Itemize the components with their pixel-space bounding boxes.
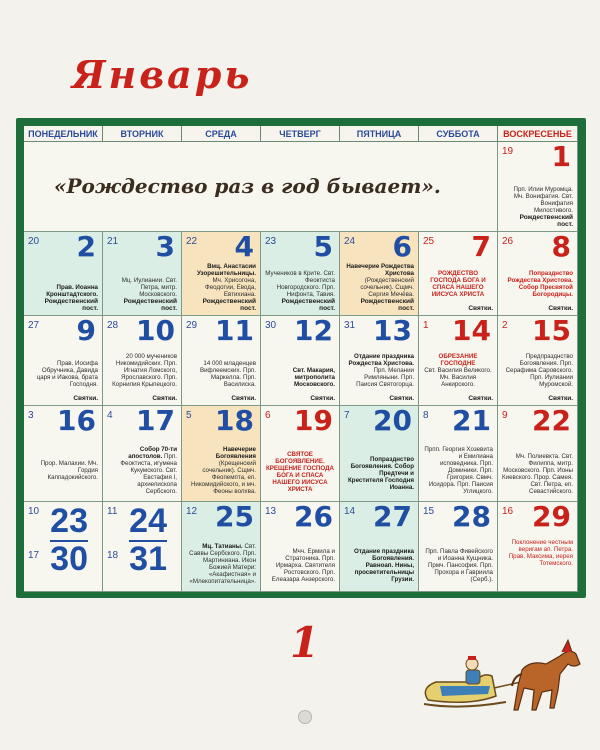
- day-cell-25[interactable]: [182, 502, 261, 592]
- day-number: 6: [392, 232, 412, 263]
- old-style-date: 21: [107, 236, 119, 247]
- day-number: 30: [50, 540, 88, 578]
- old-style-date: 26: [502, 236, 514, 247]
- old-style-date: 8: [423, 410, 429, 421]
- horse-sleigh-illustration: [410, 630, 590, 722]
- day-note: Прав. Иосифа Обручника, Давида царя и Иакова, брата Господня.: [36, 360, 98, 388]
- saints-list: (Рождественский сочельник). Сщмч. Сергия Мечёва.: [360, 277, 414, 298]
- old-style-date: 17: [28, 550, 40, 561]
- day-note: Предпразднство Богоявления. Прп. Серафима Саровского. Прп. Иулиании Муромской.: [505, 353, 573, 388]
- day-note: [423, 353, 493, 388]
- old-style-date: 18: [107, 550, 119, 561]
- day-cell-8[interactable]: [498, 232, 578, 316]
- old-style-date: 10: [28, 506, 40, 517]
- day-number: 24: [129, 502, 167, 540]
- fast-label: Рождественский пост.: [519, 214, 573, 228]
- fast-label: Рождественский пост.: [360, 298, 414, 312]
- fast-label: Святки.: [73, 395, 98, 402]
- old-style-date: 11: [107, 506, 118, 517]
- day-cell-16[interactable]: [24, 406, 103, 502]
- day-note: [28, 284, 98, 298]
- day-cell-14[interactable]: [419, 316, 498, 406]
- old-style-date: 23: [265, 236, 277, 247]
- day-note: [186, 446, 256, 495]
- day-number: 3: [155, 232, 175, 263]
- great-feast-name: РОЖДЕСТВО ГОСПОДА БОГА И СПАСА НАШЕГО ИИСУСА ХРИСТА: [430, 270, 486, 298]
- weekday-header: ВТОРНИК: [103, 126, 182, 142]
- old-style-date: 16: [502, 506, 514, 517]
- fast-label: Святки.: [310, 395, 335, 402]
- day-note: Прп. Павла Фивейского и Иоанна Кущника. Прмч. Пансофия. Прп. Прохора и Гавриила (Серб.).: [425, 548, 493, 583]
- hanging-hole: [298, 710, 312, 724]
- day-cell-13[interactable]: [340, 316, 419, 406]
- day-note: Мц. Иулиании. Свт. Петра, митр. Московского.: [121, 277, 177, 298]
- day-note: Поклонение честным веригам ап. Петра. Прав. Максима, иерея Тотемского.: [508, 539, 573, 567]
- weekday-header: ПЯТНИЦА: [340, 126, 419, 142]
- day-number: 29: [532, 502, 571, 533]
- fast-label: Рождественский пост.: [44, 298, 98, 312]
- old-style-date: 3: [28, 410, 34, 421]
- day-cell-7[interactable]: [419, 232, 498, 316]
- day-cell-12[interactable]: [261, 316, 340, 406]
- feast-name: Прав. Иоанна Кронштадтского.: [46, 284, 98, 298]
- day-number: 11: [215, 316, 254, 347]
- fast-label: Святки.: [468, 305, 493, 312]
- old-style-date: 7: [344, 410, 350, 421]
- old-style-date: 28: [107, 320, 119, 331]
- old-style-date: 14: [344, 506, 356, 517]
- old-style-date: 15: [423, 506, 435, 517]
- day-number: 31: [129, 540, 167, 578]
- day-note: Прп. Илии Муромца. Мч. Вонифатия. Свт. Вонифатия Милостивого.: [513, 186, 573, 214]
- fast-label: Святки.: [548, 395, 573, 402]
- day-number: 2: [76, 232, 96, 263]
- day-note: [107, 446, 177, 495]
- weekday-header: ПОНЕДЕЛЬНИК: [24, 126, 103, 142]
- day-cell-3[interactable]: [103, 232, 182, 316]
- feast-name: Навечерие Рождества Христова: [346, 263, 414, 277]
- day-number: 12: [294, 316, 333, 347]
- day-cell-27[interactable]: [340, 502, 419, 592]
- day-note: 14 000 младенцев Вифлеемских. Прп. Маркелла. Прп. Василиска.: [199, 360, 256, 388]
- month-title: Январь: [72, 52, 253, 97]
- day-note: Мч. Полиевкта. Свт. Филиппа, митр. Московского. Прп. Ионы Киевского. Прор. Самея. Свт. Петра, еп. Севастийского.: [502, 453, 573, 495]
- day-cell-28[interactable]: [419, 502, 498, 592]
- day-cell-11[interactable]: [182, 316, 261, 406]
- old-style-date: 1: [423, 320, 429, 331]
- day-number: 8: [551, 232, 571, 263]
- day-number: 18: [215, 406, 254, 437]
- day-cell-5[interactable]: [261, 232, 340, 316]
- fast-label: Святки.: [548, 305, 573, 312]
- day-cell-10[interactable]: [103, 316, 182, 406]
- day-cell-18[interactable]: [182, 406, 261, 502]
- day-cell-4[interactable]: [182, 232, 261, 316]
- day-note: Прор. Малахии. Мч. Гордия Каппадокийского.: [40, 460, 98, 481]
- old-style-date: 4: [107, 410, 113, 421]
- weekday-header: ЧЕТВЕРГ: [261, 126, 340, 142]
- quote-cell: [24, 142, 498, 232]
- weekday-header: СРЕДА: [182, 126, 261, 142]
- day-cell-15[interactable]: [498, 316, 578, 406]
- feast-name: Навечерие Богоявления: [215, 446, 256, 460]
- day-note: [265, 367, 335, 388]
- day-number: 15: [532, 316, 571, 347]
- great-feast-name: СВЯТОЕ БОГОЯВЛЕНИЕ. КРЕЩЕНИЕ ГОСПОДА БОГА И СПАСА НАШЕГО ИИСУСА ХРИСТА: [266, 451, 334, 493]
- old-style-date: 22: [186, 236, 198, 247]
- feast-name: Попразднство Богоявления. Собор Предтечи и Крестителя Господня Иоанна.: [348, 456, 414, 491]
- feast-name: Отдание праздника Рождества Христова.: [348, 353, 414, 367]
- day-number: 19: [294, 406, 333, 437]
- day-number: 26: [294, 502, 333, 533]
- day-number: 5: [313, 232, 333, 263]
- saints-list: (Крещенский сочельник). Сщмч. Феопемпта, еп. Никомидийского, и мч. Феоны волхва.: [190, 460, 256, 495]
- day-cell-29[interactable]: [498, 502, 578, 592]
- day-note: [344, 263, 414, 298]
- old-style-date: 24: [344, 236, 356, 247]
- day-cell-22[interactable]: [498, 406, 578, 502]
- feast-name: Мц. Татианы.: [202, 543, 243, 550]
- old-style-date: 6: [265, 410, 271, 421]
- day-number: 25: [215, 502, 254, 533]
- great-feast-name: ОБРЕЗАНИЕ ГОСПОДНЕ: [438, 353, 478, 367]
- old-style-date: 25: [423, 236, 435, 247]
- calendar-grid: [24, 126, 578, 592]
- day-number: 28: [452, 502, 491, 533]
- day-number: 20: [373, 406, 412, 437]
- old-style-date: 13: [265, 506, 277, 517]
- day-cell-1[interactable]: [498, 142, 578, 232]
- day-number: 22: [532, 406, 571, 437]
- day-number: 7: [471, 232, 491, 263]
- day-cell-24-31[interactable]: [103, 502, 182, 592]
- fast-label: Святки.: [389, 395, 414, 402]
- day-cell-19[interactable]: [261, 406, 340, 502]
- day-note: [186, 263, 256, 298]
- day-note: 20 000 мучеников Никомидийских. Прп. Игнатия Ломского, Ярославского. Прп. Корнилия Крыпецкого.: [112, 353, 177, 388]
- day-cell-9[interactable]: [24, 316, 103, 406]
- fast-label: Святки.: [468, 395, 493, 402]
- old-style-date: 9: [502, 410, 508, 421]
- day-cell-6[interactable]: [340, 232, 419, 316]
- day-note: [344, 456, 414, 491]
- old-style-date: 20: [28, 236, 40, 247]
- feast-name: Попразднство Рождества Христова. Собор Пресвятой Богородицы.: [507, 270, 573, 298]
- day-number: 14: [452, 316, 491, 347]
- old-style-date: 30: [265, 320, 277, 331]
- old-style-date: 12: [186, 506, 198, 517]
- day-cell-17[interactable]: [103, 406, 182, 502]
- saints-list: Прп. Мелании Римляныни. Прп. Паисия Святогорца.: [356, 367, 414, 388]
- old-style-date: 2: [502, 320, 508, 331]
- weekday-header-sunday: ВОСКРЕСЕНЬЕ: [498, 126, 578, 142]
- day-number: 16: [57, 406, 96, 437]
- day-note: [502, 270, 573, 298]
- saints-list: Свт. Василия Великого. Мч. Василия Анкирского.: [424, 367, 492, 388]
- day-number: 13: [373, 316, 412, 347]
- fast-label: Рождественский пост.: [281, 298, 335, 312]
- old-style-date: 31: [344, 320, 356, 331]
- day-note: [186, 543, 256, 585]
- saints-list: Мч. Хрисогона, Феодотии, Евода, Евтихиана.: [205, 277, 256, 298]
- old-style-date: 5: [186, 410, 192, 421]
- day-cell-23-30[interactable]: [24, 502, 103, 592]
- day-note: [344, 548, 414, 583]
- day-number: 9: [76, 316, 96, 347]
- day-number: 17: [136, 406, 175, 437]
- feast-name: Вмц. Анастасии Узорешительницы.: [197, 263, 256, 277]
- quote-text: «Рождество раз в год бывает».: [54, 174, 441, 198]
- day-note: Мчч. Ермила и Стратоника. Прп. Ирмарха. Святителя Ростовского. Прп. Елеазара Анзерского.: [271, 548, 335, 583]
- fast-label: Рождественский пост.: [202, 298, 256, 312]
- page-number: 1: [290, 618, 320, 667]
- day-number: 21: [452, 406, 491, 437]
- day-number: 4: [234, 232, 254, 263]
- old-style-date: 27: [28, 320, 40, 331]
- day-cell-26[interactable]: [261, 502, 340, 592]
- old-style-date: 19: [502, 146, 514, 157]
- day-note: [423, 270, 493, 298]
- day-cell-2[interactable]: [24, 232, 103, 316]
- feast-name: Отдание праздника Богоявления. Равноап. Нины, просветительницы Грузии.: [354, 548, 414, 583]
- fast-label: Святки.: [152, 395, 177, 402]
- feast-name: Свт. Макария, митрополита Московского.: [292, 367, 335, 388]
- day-note: [344, 353, 414, 388]
- day-cell-20[interactable]: [340, 406, 419, 502]
- day-number: 1: [551, 142, 571, 173]
- weekday-header: СУББОТА: [419, 126, 498, 142]
- day-note: Мучеников в Крите. Свт. Феоктиста Новгородского. Прп. Нифонта, Тавия.: [265, 270, 335, 298]
- day-cell-21[interactable]: [419, 406, 498, 502]
- saints-list: Свт. Саввы Сербского. Прп. Мартиниана. Икон Божией Матери: «Акафистная» и «Млекопитательница».: [189, 543, 256, 585]
- feast-name: Собор 70-ти апостолов.: [128, 446, 177, 460]
- day-note: Прпп. Георгия Хозевита и Емилиана исповедника. Прп. Доминики. Прп. Григория. Свмч. Исидора. Прп. Паисия Углицкого.: [424, 446, 493, 495]
- day-number: 10: [136, 316, 175, 347]
- fast-label: Святки.: [231, 395, 256, 402]
- saints-list: Прп. Феоктиста, игумена Кукумского. Свт. Евстафия I, архиепископа Сербского.: [120, 453, 177, 495]
- old-style-date: 29: [186, 320, 198, 331]
- day-number: 27: [373, 502, 412, 533]
- day-number: 23: [50, 502, 88, 540]
- day-note: [265, 451, 335, 493]
- fast-label: Рождественский пост.: [123, 298, 177, 312]
